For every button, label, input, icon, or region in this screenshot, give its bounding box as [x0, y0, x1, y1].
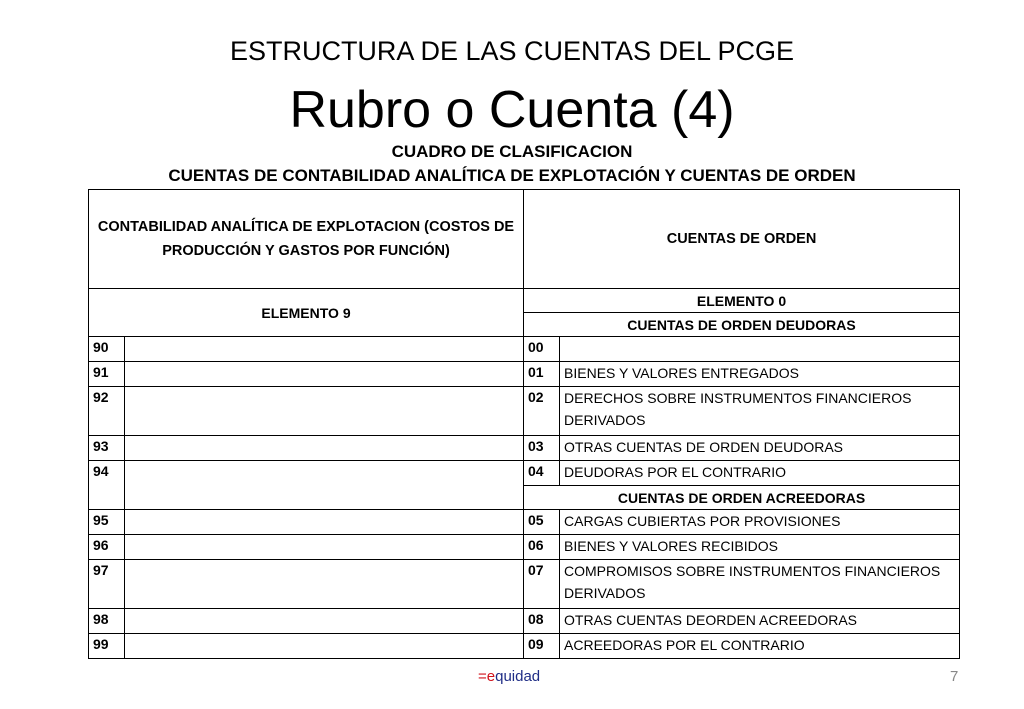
right-code: 02	[524, 387, 560, 436]
classification-table	[88, 189, 960, 659]
right-code: 03	[524, 436, 560, 461]
right-code: 06	[524, 535, 560, 560]
right-code: 01	[524, 362, 560, 387]
left-code: 90	[89, 337, 125, 362]
left-desc	[125, 609, 524, 634]
table-caption-1: CUADRO DE CLASIFICACION	[391, 142, 633, 161]
left-desc	[125, 560, 524, 609]
equidad-logo	[478, 668, 540, 685]
left-code: 97	[89, 560, 125, 609]
right-desc: COMPROMISOS SOBRE INSTRUMENTOS FINANCIEROS DERIVADOS	[560, 560, 960, 609]
right-desc: OTRAS CUENTAS DE ORDEN DEUDORAS	[560, 436, 960, 461]
left-code: 92	[89, 387, 125, 436]
right-desc: OTRAS CUENTAS DEORDEN ACREEDORAS	[560, 609, 960, 634]
right-desc: DEUDORAS POR EL CONTRARIO	[560, 461, 960, 486]
right-desc: BIENES Y VALORES ENTREGADOS	[560, 362, 960, 387]
right-code: 00	[524, 337, 560, 362]
left-code: 96	[89, 535, 125, 560]
left-code: 91	[89, 362, 125, 387]
left-code: 94	[89, 461, 125, 510]
right-desc: BIENES Y VALORES RECIBIDOS	[560, 535, 960, 560]
right-code: 04	[524, 461, 560, 486]
left-code: 95	[89, 510, 125, 535]
right-desc: CARGAS CUBIERTAS POR PROVISIONES	[560, 510, 960, 535]
left-code: 99	[89, 634, 125, 659]
right-code: 07	[524, 560, 560, 609]
right-element-label: ELEMENTO 0	[524, 289, 960, 313]
left-code: 93	[89, 436, 125, 461]
page-number: 7	[950, 668, 959, 685]
section-creditor: CUENTAS DE ORDEN ACREEDORAS	[524, 486, 960, 510]
right-code: 05	[524, 510, 560, 535]
slide-supertitle: ESTRUCTURA DE LAS CUENTAS DEL PCGE	[229, 36, 795, 66]
left-desc	[125, 510, 524, 535]
right-header: CUENTAS DE ORDEN	[524, 190, 960, 289]
right-desc: ACREEDORAS POR EL CONTRARIO	[560, 634, 960, 659]
right-code: 08	[524, 609, 560, 634]
left-desc	[125, 535, 524, 560]
left-desc	[125, 387, 524, 436]
left-code: 98	[89, 609, 125, 634]
left-header: CONTABILIDAD ANALÍTICA DE EXPLOTACION (COSTOS DE PRODUCCIÓN Y GASTOS POR FUNCIÓN)	[89, 190, 524, 289]
right-code: 09	[524, 634, 560, 659]
left-element-label: ELEMENTO 9	[89, 289, 524, 337]
left-desc	[125, 436, 524, 461]
logo-prefix: =e	[478, 668, 496, 685]
slide-title: Rubro o Cuenta (4)	[289, 81, 735, 139]
logo-text: quidad	[495, 668, 541, 685]
right-desc: DERECHOS SOBRE INSTRUMENTOS FINANCIEROS DERIVADOS	[560, 387, 960, 436]
left-desc	[125, 337, 524, 362]
section-debtor: CUENTAS DE ORDEN DEUDORAS	[524, 313, 960, 337]
right-desc	[560, 337, 960, 362]
table-caption-2: CUENTAS DE CONTABILIDAD ANALÍTICA DE EXPLOTACIÓN Y CUENTAS DE ORDEN	[168, 166, 856, 185]
left-desc	[125, 362, 524, 387]
left-desc	[125, 461, 524, 510]
left-desc	[125, 634, 524, 659]
